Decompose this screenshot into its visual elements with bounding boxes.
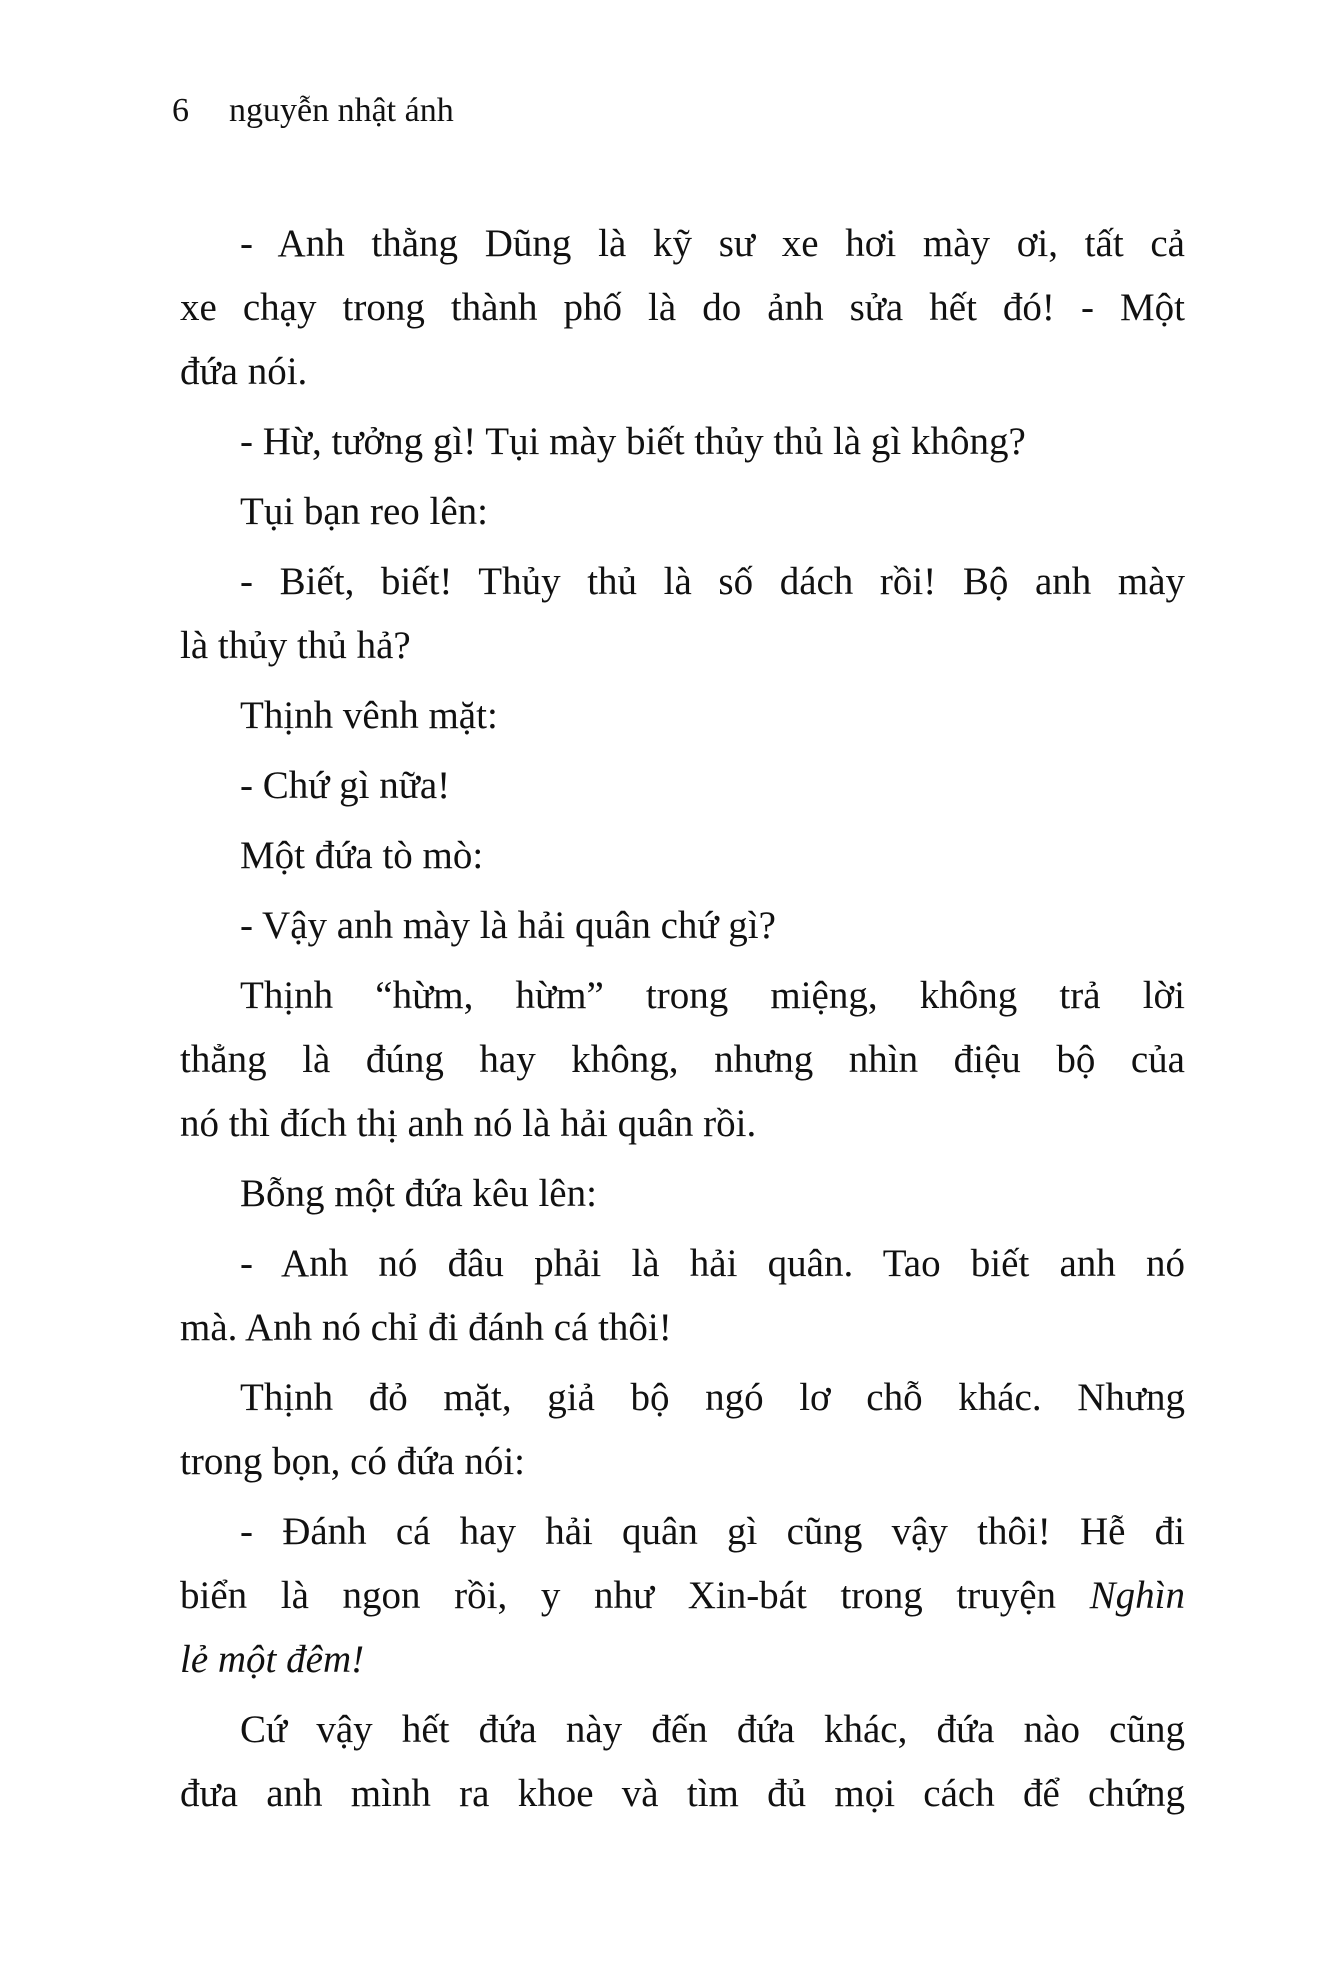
- italic-title-text: lẻ một đêm!: [180, 1638, 365, 1681]
- paragraph: [180, 754, 1185, 818]
- text-line: [180, 1762, 1185, 1826]
- paragraph: [180, 550, 1185, 678]
- paragraph: [180, 1698, 1185, 1826]
- text-segment: mà. Anh nó chỉ đi đánh cá thôi!: [180, 1306, 672, 1349]
- paragraph: [180, 964, 1185, 1156]
- text-segment: - Chứ gì nữa!: [240, 764, 451, 807]
- text-segment: đưa anh mình ra khoe và tìm đủ mọi cách để chứng: [180, 1772, 1185, 1815]
- text-line: [180, 1028, 1185, 1092]
- text-segment: Thịnh vênh mặt:: [240, 694, 498, 737]
- text-line: [180, 614, 1185, 678]
- text-segment: xe chạy trong thành phố là do ảnh sửa hết đó! - Một: [180, 286, 1185, 329]
- paragraph: [180, 1162, 1185, 1226]
- text-line: [180, 894, 1185, 958]
- text-segment: - Anh nó đâu phải là hải quân. Tao biết anh nó: [240, 1242, 1185, 1285]
- author-name: nguyễn nhật ánh: [229, 92, 454, 129]
- text-line: [180, 1698, 1185, 1762]
- text-line: [180, 1628, 1185, 1692]
- text-segment: Thịnh “hừm, hừm” trong miệng, không trả lời: [240, 974, 1185, 1017]
- text-line: [180, 1366, 1185, 1430]
- text-segment: biển là ngon rồi, y như Xin-bát trong truyện: [180, 1574, 1090, 1617]
- paragraph: [180, 480, 1185, 544]
- text-segment: nó thì đích thị anh nó là hải quân rồi.: [180, 1102, 757, 1145]
- paragraph: [180, 684, 1185, 748]
- text-line: [180, 410, 1185, 474]
- text-line: [180, 1296, 1185, 1360]
- text-line: [180, 1430, 1185, 1494]
- text-segment: trong bọn, có đứa nói:: [180, 1440, 526, 1483]
- text-segment: Bỗng một đứa kêu lên:: [240, 1172, 597, 1215]
- italic-title-text: Nghìn: [1089, 1574, 1185, 1617]
- paragraph: [180, 1232, 1185, 1360]
- text-line: [180, 276, 1185, 340]
- text-segment: - Đánh cá hay hải quân gì cũng vậy thôi! Hễ đi: [240, 1510, 1185, 1553]
- text-segment: Một đứa tò mò:: [240, 834, 484, 877]
- text-segment: - Hừ, tưởng gì! Tụi mày biết thủy thủ là gì không?: [240, 420, 1026, 463]
- text-segment: - Biết, biết! Thủy thủ là số dách rồi! Bộ anh mày: [240, 560, 1185, 603]
- text-line: [180, 1500, 1185, 1564]
- text-line: [180, 340, 1185, 404]
- text-line: [180, 824, 1185, 888]
- page-number: 6: [172, 92, 189, 129]
- text-line: [180, 684, 1185, 748]
- running-header: [172, 92, 454, 130]
- text-segment: thẳng là đúng hay không, nhưng nhìn điệu bộ của: [180, 1038, 1185, 1081]
- text-segment: - Vậy anh mày là hải quân chứ gì?: [240, 904, 776, 947]
- text-line: [180, 1564, 1185, 1628]
- text-segment: - Anh thằng Dũng là kỹ sư xe hơi mày ơi, tất cả: [240, 222, 1185, 265]
- text-segment: là thủy thủ hả?: [180, 624, 411, 667]
- text-line: [180, 1162, 1185, 1226]
- paragraph: [180, 212, 1185, 404]
- paragraph: [180, 1500, 1185, 1692]
- text-segment: Thịnh đỏ mặt, giả bộ ngó lơ chỗ khác. Nhưng: [240, 1376, 1185, 1419]
- paragraph: [180, 410, 1185, 474]
- text-segment: Cứ vậy hết đứa này đến đứa khác, đứa nào cũng: [240, 1708, 1185, 1751]
- text-line: [180, 754, 1185, 818]
- text-line: [180, 964, 1185, 1028]
- text-segment: Tụi bạn reo lên:: [240, 490, 488, 533]
- page-body-text: [180, 206, 1185, 1826]
- text-line: [180, 480, 1185, 544]
- text-line: [180, 550, 1185, 614]
- paragraph: [180, 1366, 1185, 1494]
- text-line: [180, 212, 1185, 276]
- paragraph: [180, 894, 1185, 958]
- paragraph: [180, 824, 1185, 888]
- text-segment: đứa nói.: [180, 350, 308, 393]
- text-line: [180, 1232, 1185, 1296]
- text-line: [180, 1092, 1185, 1156]
